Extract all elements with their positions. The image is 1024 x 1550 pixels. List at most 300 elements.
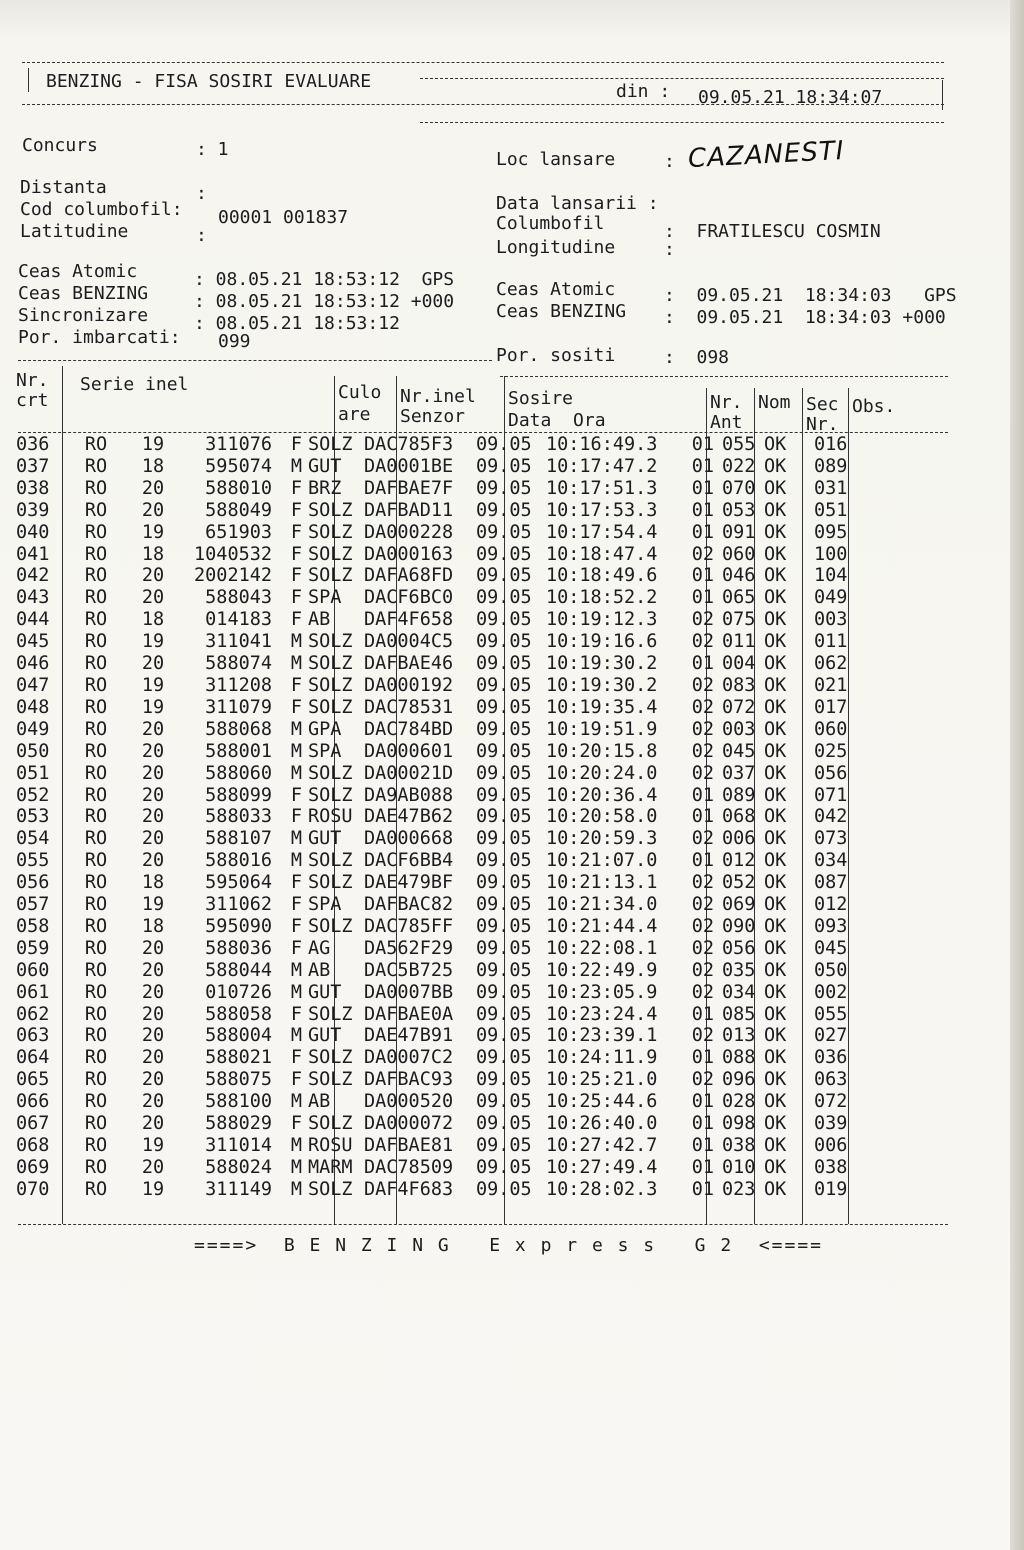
cell-antenna-nr: 02	[691, 828, 714, 850]
cell-country-code: RO	[84, 653, 108, 675]
concurs-value: : 1	[196, 139, 229, 160]
cell-obs: 019	[814, 1178, 848, 1200]
cell-obs: 060	[814, 718, 848, 740]
cell-row-nr: 037	[16, 455, 50, 477]
cell-row-nr: 069	[16, 1156, 50, 1178]
cell-ring-year: 20	[141, 850, 165, 872]
table-row	[14, 1113, 874, 1135]
cell-ring-year: 20	[141, 806, 165, 828]
cell-arrival-time: 10:23:39.1	[546, 1025, 658, 1047]
porumbei-sositi-label: Por. sositi	[496, 345, 616, 366]
cell-nom: 089	[722, 784, 756, 806]
th-nr-inel: Nr.inel	[400, 386, 476, 407]
table-row	[14, 894, 874, 916]
cell-obs: 039	[814, 1113, 848, 1135]
cell-obs: 042	[814, 806, 848, 828]
cell-obs: 021	[814, 674, 848, 696]
cell-country-code: RO	[84, 499, 108, 521]
table-row	[14, 697, 874, 719]
cell-obs: 055	[814, 1003, 848, 1025]
cell-sex: F	[290, 806, 302, 828]
table-top-rule-right	[500, 376, 948, 377]
left-ceas-benzing-label: Ceas BENZING	[18, 283, 149, 304]
table-row	[14, 741, 874, 763]
cell-ring-year: 20	[141, 1069, 165, 1091]
cell-sec-status: OK	[764, 981, 787, 1003]
cell-chip-id: DACF6BC0	[364, 587, 454, 609]
cell-antenna-nr: 01	[691, 565, 714, 587]
cell-sec-status: OK	[764, 1025, 787, 1047]
table-row	[14, 456, 874, 478]
cell-chip-id: DAE47B62	[364, 806, 454, 828]
cell-row-nr: 051	[16, 762, 50, 784]
cell-ring-year: 18	[141, 455, 165, 477]
cell-ring-year: 20	[141, 653, 165, 675]
cell-nom: 096	[722, 1069, 756, 1091]
cell-chip-id: DA9AB088	[364, 784, 454, 806]
cell-ring-year: 20	[141, 718, 165, 740]
cell-ring-year: 19	[141, 631, 165, 653]
cell-row-nr: 049	[16, 718, 50, 740]
cell-obs: 036	[814, 1047, 848, 1069]
cell-nom: 065	[722, 587, 756, 609]
cell-sec-status: OK	[764, 894, 787, 916]
cell-color: SOLZ	[308, 434, 353, 455]
cell-arrival-date: 09.05	[476, 587, 532, 609]
longitudine-value: :	[664, 239, 675, 260]
cell-ring-number: 651903	[205, 521, 272, 543]
cell-antenna-nr: 02	[691, 674, 714, 696]
cod-columbofil-label: Cod columbofil:	[20, 199, 183, 220]
cell-sex: F	[290, 1113, 302, 1135]
cell-ring-year: 20	[141, 740, 165, 762]
report-date-label: din :	[616, 81, 671, 102]
cell-arrival-date: 09.05	[476, 434, 532, 455]
sincronizare-value: : 08.05.21 18:53:12	[194, 313, 400, 334]
cell-color: SOLZ	[308, 872, 353, 894]
cell-ring-number: 588060	[205, 762, 272, 784]
table-row	[14, 653, 874, 675]
cell-obs: 031	[814, 477, 848, 499]
cell-ring-year: 20	[141, 762, 165, 784]
cell-arrival-time: 10:23:05.9	[546, 981, 658, 1003]
cell-nom: 037	[722, 762, 756, 784]
cell-antenna-nr: 01	[691, 1156, 714, 1178]
cell-chip-id: DAC785FF	[364, 915, 454, 937]
cell-arrival-date: 09.05	[476, 915, 532, 937]
cell-nom: 090	[722, 915, 756, 937]
th-senzor: Senzor	[400, 406, 466, 427]
cell-country-code: RO	[84, 937, 108, 959]
cell-country-code: RO	[84, 477, 108, 499]
cell-sex: M	[290, 1091, 302, 1113]
table-row	[14, 609, 874, 631]
cell-antenna-nr: 01	[691, 1135, 714, 1156]
th-sec-1: Sec	[806, 394, 839, 415]
cell-obs: 100	[814, 543, 848, 565]
right-ceas-atomic-label: Ceas Atomic	[496, 279, 616, 300]
cell-arrival-date: 09.05	[476, 1091, 532, 1113]
cell-ring-year: 20	[141, 959, 165, 981]
th-serie-inel: Serie inel	[80, 374, 189, 395]
cell-chip-id: DA000668	[364, 828, 454, 850]
cell-nom: 068	[722, 806, 756, 828]
cell-obs: 006	[814, 1135, 848, 1156]
cell-nom: 023	[722, 1178, 756, 1200]
header-bottom-rule-2	[420, 122, 944, 123]
cell-arrival-time: 10:27:42.7	[546, 1135, 658, 1156]
cell-nom: 034	[722, 981, 756, 1003]
cell-obs: 071	[814, 784, 848, 806]
cell-color: SOLZ	[308, 631, 353, 653]
cell-arrival-date: 09.05	[476, 609, 532, 631]
cell-arrival-date: 09.05	[476, 1113, 532, 1135]
cell-ring-year: 20	[141, 477, 165, 499]
cell-ring-year: 20	[141, 1003, 165, 1025]
cell-row-nr: 055	[16, 850, 50, 872]
cell-color: GPA	[308, 718, 342, 740]
cell-obs: 038	[814, 1156, 848, 1178]
cell-nom: 085	[722, 1003, 756, 1025]
cell-color: SOLZ	[308, 1178, 353, 1200]
cell-ring-year: 20	[141, 937, 165, 959]
cell-chip-id: DAF4F683	[364, 1178, 454, 1200]
cell-color: SOLZ	[308, 565, 353, 587]
cell-ring-year: 20	[141, 1156, 165, 1178]
cell-sex: F	[290, 674, 302, 696]
cell-sex: F	[290, 565, 302, 587]
cell-sex: M	[290, 653, 302, 675]
cell-nom: 098	[722, 1113, 756, 1135]
cell-arrival-date: 09.05	[476, 828, 532, 850]
cell-color: SPA	[308, 894, 342, 916]
cell-antenna-nr: 02	[691, 609, 714, 631]
cell-sex: M	[290, 1178, 302, 1200]
cell-ring-year: 19	[141, 434, 165, 455]
cell-chip-id: DAF4F658	[364, 609, 454, 631]
cell-ring-year: 20	[141, 1091, 165, 1113]
cell-row-nr: 050	[16, 740, 50, 762]
cell-arrival-date: 09.05	[476, 696, 532, 718]
cell-arrival-time: 10:21:07.0	[546, 850, 658, 872]
cell-color: SOLZ	[308, 1003, 353, 1025]
porumbei-imbarcati-value: 099	[218, 331, 251, 352]
cell-sex: F	[290, 1003, 302, 1025]
cell-ring-number: 588029	[205, 1113, 272, 1135]
cell-color: SOLZ	[308, 1047, 353, 1069]
cell-arrival-date: 09.05	[476, 740, 532, 762]
cell-color: GUT	[308, 1025, 342, 1047]
cell-chip-id: DA000192	[364, 674, 454, 696]
cell-country-code: RO	[84, 587, 108, 609]
table-top-rule-left	[18, 360, 492, 361]
table-row	[14, 1135, 874, 1157]
cell-row-nr: 058	[16, 915, 50, 937]
cell-chip-id: DA000163	[364, 543, 454, 565]
cell-ring-year: 20	[141, 499, 165, 521]
cell-row-nr: 042	[16, 565, 50, 587]
cell-color: GUT	[308, 828, 342, 850]
cell-obs: 072	[814, 1091, 848, 1113]
cell-sec-status: OK	[764, 499, 787, 521]
cell-color: SOLZ	[308, 696, 353, 718]
loc-lansare-handwritten: CAZANESTI	[687, 135, 846, 175]
cell-sex: M	[290, 959, 302, 981]
cell-arrival-date: 09.05	[476, 631, 532, 653]
cell-antenna-nr: 01	[691, 1178, 714, 1200]
cell-nom: 004	[722, 653, 756, 675]
cell-ring-number: 588058	[205, 1003, 272, 1025]
cell-arrival-time: 10:19:30.2	[546, 674, 658, 696]
cell-row-nr: 057	[16, 894, 50, 916]
cell-row-nr: 039	[16, 499, 50, 521]
cell-ring-year: 18	[141, 609, 165, 631]
cell-antenna-nr: 01	[691, 521, 714, 543]
cell-ring-number: 595064	[205, 872, 272, 894]
cell-color: AB	[308, 1091, 331, 1113]
cell-ring-number: 2002142	[194, 565, 272, 587]
table-row	[14, 675, 874, 697]
cell-antenna-nr: 01	[691, 499, 714, 521]
cell-ring-number: 311014	[205, 1135, 272, 1156]
cell-sex: M	[290, 1135, 302, 1156]
cell-color: SOLZ	[308, 915, 353, 937]
report-date: 09.05.21 18:34:07	[698, 87, 883, 108]
cell-antenna-nr: 02	[691, 981, 714, 1003]
cell-sec-status: OK	[764, 1069, 787, 1091]
cell-color: ROSU	[308, 806, 353, 828]
cell-antenna-nr: 01	[691, 850, 714, 872]
cell-arrival-time: 10:18:49.6	[546, 565, 658, 587]
cell-ring-year: 20	[141, 784, 165, 806]
cell-sex: M	[290, 1156, 302, 1178]
cell-antenna-nr: 02	[691, 915, 714, 937]
cell-row-nr: 041	[16, 543, 50, 565]
cell-sec-status: OK	[764, 1091, 787, 1113]
th-data-ora: Data Ora	[508, 410, 606, 431]
cell-ring-year: 19	[141, 1178, 165, 1200]
cell-sec-status: OK	[764, 915, 787, 937]
cell-arrival-time: 10:25:44.6	[546, 1091, 658, 1113]
cell-country-code: RO	[84, 631, 108, 653]
cell-antenna-nr: 02	[691, 872, 714, 894]
th-obs: Obs.	[852, 396, 896, 417]
table-row	[14, 565, 874, 587]
table-row	[14, 785, 874, 807]
cell-sex: M	[290, 631, 302, 653]
left-ceas-atomic-label: Ceas Atomic	[18, 261, 138, 282]
cell-obs: 017	[814, 696, 848, 718]
distanta-label: Distanta	[20, 177, 107, 198]
cell-ring-year: 19	[141, 894, 165, 916]
cell-arrival-time: 10:20:58.0	[546, 806, 658, 828]
cell-color: GUT	[308, 455, 342, 477]
latitudine-value: :	[196, 225, 207, 246]
cell-arrival-time: 10:17:51.3	[546, 477, 658, 499]
cell-color: SOLZ	[308, 784, 353, 806]
cell-sec-status: OK	[764, 806, 787, 828]
cell-chip-id: DAFBAE0A	[364, 1003, 454, 1025]
th-crt: crt	[16, 390, 49, 411]
cell-sec-status: OK	[764, 543, 787, 565]
porumbei-imbarcati-label: Por. imbarcati:	[18, 327, 181, 348]
cell-ring-number: 010726	[205, 981, 272, 1003]
cell-arrival-time: 10:21:13.1	[546, 872, 658, 894]
cell-obs: 062	[814, 653, 848, 675]
concurs-label: Concurs	[22, 135, 98, 156]
cell-chip-id: DAC78531	[364, 696, 454, 718]
cell-arrival-date: 09.05	[476, 806, 532, 828]
right-ceas-atomic-value: : 09.05.21 18:34:03 GPS	[664, 285, 957, 306]
cell-sec-status: OK	[764, 937, 787, 959]
cell-color: MARM	[308, 1156, 353, 1178]
cell-antenna-nr: 02	[691, 631, 714, 653]
cell-color: SOLZ	[308, 653, 353, 675]
th-nr: Nr.	[16, 370, 49, 391]
right-ceas-benzing-value: : 09.05.21 18:34:03 +000	[664, 307, 946, 328]
cell-arrival-date: 09.05	[476, 894, 532, 916]
th-culoare-2: are	[338, 404, 371, 425]
cell-sex: F	[290, 915, 302, 937]
cell-color: BRZ	[308, 477, 342, 499]
cell-color: SOLZ	[308, 1069, 353, 1091]
cell-row-nr: 054	[16, 828, 50, 850]
cell-arrival-date: 09.05	[476, 1178, 532, 1200]
cell-color: SOLZ	[308, 850, 353, 872]
cell-row-nr: 046	[16, 653, 50, 675]
cell-sex: F	[290, 477, 302, 499]
cell-ring-year: 19	[141, 1135, 165, 1156]
cell-chip-id: DA0007BB	[364, 981, 454, 1003]
cell-nom: 028	[722, 1091, 756, 1113]
cell-country-code: RO	[84, 674, 108, 696]
cell-nom: 053	[722, 499, 756, 521]
cell-chip-id: DAC785F3	[364, 434, 454, 455]
cell-sec-status: OK	[764, 828, 787, 850]
cell-arrival-time: 10:17:53.3	[546, 499, 658, 521]
cell-nom: 046	[722, 565, 756, 587]
latitudine-label: Latitudine	[20, 221, 129, 242]
cell-arrival-time: 10:16:49.3	[546, 434, 658, 455]
cell-ring-year: 19	[141, 521, 165, 543]
paper-edge	[1010, 0, 1024, 1550]
cell-color: SOLZ	[308, 762, 353, 784]
cell-ring-number: 311208	[205, 674, 272, 696]
cell-row-nr: 070	[16, 1178, 50, 1200]
th-nom: Nom	[758, 392, 791, 413]
cell-arrival-time: 10:23:24.4	[546, 1003, 658, 1025]
cell-obs: 045	[814, 937, 848, 959]
cell-ring-year: 20	[141, 587, 165, 609]
cell-ring-number: 588001	[205, 740, 272, 762]
cell-chip-id: DA000072	[364, 1113, 454, 1135]
cell-arrival-time: 10:20:15.8	[546, 740, 658, 762]
cell-row-nr: 066	[16, 1091, 50, 1113]
table-row	[14, 1069, 874, 1091]
cell-arrival-date: 09.05	[476, 455, 532, 477]
cell-obs: 016	[814, 434, 848, 455]
columbofil-label: Columbofil	[496, 213, 605, 234]
cell-sex: F	[290, 784, 302, 806]
cell-ring-number: 311041	[205, 631, 272, 653]
cell-sec-status: OK	[764, 762, 787, 784]
cell-chip-id: DAFBAE7F	[364, 477, 454, 499]
cell-chip-id: DAC78509	[364, 1156, 454, 1178]
cell-ring-year: 20	[141, 1025, 165, 1047]
cell-sex: F	[290, 1069, 302, 1091]
cell-ring-number: 311149	[205, 1178, 272, 1200]
cell-sex: F	[290, 499, 302, 521]
cell-sec-status: OK	[764, 674, 787, 696]
cell-obs: 093	[814, 915, 848, 937]
cell-sex: M	[290, 828, 302, 850]
cell-country-code: RO	[84, 872, 108, 894]
table-row	[14, 806, 874, 828]
distanta-value: :	[196, 183, 207, 204]
cell-arrival-time: 10:20:36.4	[546, 784, 658, 806]
cell-row-nr: 044	[16, 609, 50, 631]
columbofil-value: : FRATILESCU COSMIN	[664, 221, 881, 242]
cell-obs: 050	[814, 959, 848, 981]
cell-arrival-date: 09.05	[476, 718, 532, 740]
cell-arrival-time: 10:19:16.6	[546, 631, 658, 653]
table-row	[14, 719, 874, 741]
cell-color: SOLZ	[308, 521, 353, 543]
cell-country-code: RO	[84, 850, 108, 872]
cell-row-nr: 043	[16, 587, 50, 609]
table-row	[14, 828, 874, 850]
cell-nom: 013	[722, 1025, 756, 1047]
cell-antenna-nr: 02	[691, 1025, 714, 1047]
cell-sec-status: OK	[764, 455, 787, 477]
cell-row-nr: 048	[16, 696, 50, 718]
cell-arrival-date: 09.05	[476, 477, 532, 499]
cell-country-code: RO	[84, 521, 108, 543]
cell-antenna-nr: 02	[691, 894, 714, 916]
cell-arrival-time: 10:26:40.0	[546, 1113, 658, 1135]
cell-color: SPA	[308, 740, 342, 762]
cell-obs: 012	[814, 894, 848, 916]
cell-chip-id: DA0001BE	[364, 455, 454, 477]
cell-row-nr: 059	[16, 937, 50, 959]
cell-arrival-time: 10:19:12.3	[546, 609, 658, 631]
cell-arrival-date: 09.05	[476, 784, 532, 806]
cell-sex: F	[290, 1047, 302, 1069]
cell-row-nr: 061	[16, 981, 50, 1003]
cell-country-code: RO	[84, 828, 108, 850]
cell-nom: 011	[722, 631, 756, 653]
cell-sex: M	[290, 1025, 302, 1047]
left-ceas-benzing-value: : 08.05.21 18:53:12 +000	[194, 291, 455, 312]
th-nr-ant-2: Ant	[710, 412, 743, 433]
cell-antenna-nr: 02	[691, 718, 714, 740]
th-nr-ant-1: Nr.	[710, 392, 743, 413]
cell-country-code: RO	[84, 959, 108, 981]
cell-ring-number: 588033	[205, 806, 272, 828]
cell-arrival-time: 10:21:34.0	[546, 894, 658, 916]
cell-ring-number: 014183	[205, 609, 272, 631]
cell-sex: M	[290, 455, 302, 477]
cell-country-code: RO	[84, 806, 108, 828]
table-row	[14, 522, 874, 544]
cell-row-nr: 047	[16, 674, 50, 696]
cell-antenna-nr: 02	[691, 1069, 714, 1091]
header-top-rule	[22, 62, 944, 63]
cell-chip-id: DAFBAE46	[364, 653, 454, 675]
cell-color: ROSU	[308, 1135, 353, 1156]
table-row	[14, 500, 874, 522]
cell-country-code: RO	[84, 1025, 108, 1047]
